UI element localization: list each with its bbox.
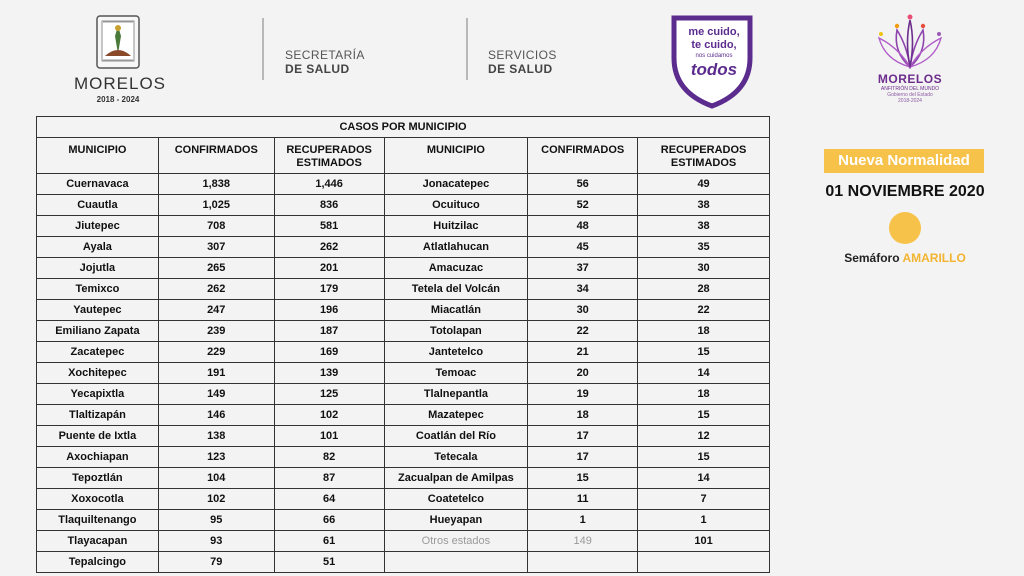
confirmados-cell: 149: [158, 384, 274, 405]
table-row: [37, 489, 770, 510]
table-row: [37, 363, 770, 384]
municipio-cell: Atlatlahucan: [384, 237, 528, 258]
gob-sub1: ANFITRIÓN DEL MUNDO: [880, 86, 940, 92]
column-header: MUNICIPIO: [37, 138, 159, 174]
column-header: CONFIRMADOS: [158, 138, 274, 174]
municipio-cell: Tlaltizapán: [37, 405, 159, 426]
nueva-normalidad-badge: Nueva Normalidad: [824, 149, 984, 173]
recuperados-cell: 18: [638, 321, 770, 342]
table-row: [37, 447, 770, 468]
recuperados-cell: 14: [638, 363, 770, 384]
morelos-state-logo: [74, 14, 167, 104]
recuperados-cell: 101: [638, 531, 770, 552]
recuperados-cell: 187: [274, 321, 384, 342]
confirmados-cell: 708: [158, 216, 274, 237]
divider: [262, 18, 264, 80]
municipio-cell: Coatetelco: [384, 489, 528, 510]
municipio-cell: Tepalcingo: [37, 552, 159, 573]
recuperados-cell: 18: [638, 384, 770, 405]
confirmados-cell: 229: [158, 342, 274, 363]
table-row: [37, 426, 770, 447]
confirmados-cell: 93: [158, 531, 274, 552]
table-row: [37, 279, 770, 300]
confirmados-cell: 191: [158, 363, 274, 384]
recuperados-cell: 169: [274, 342, 384, 363]
municipio-cell: Huitzilac: [384, 216, 528, 237]
recuperados-cell: 15: [638, 342, 770, 363]
municipio-cell: Axochiapan: [37, 447, 159, 468]
municipio-cell: Jiutepec: [37, 216, 159, 237]
municipio-cell: Coatlán del Río: [384, 426, 528, 447]
confirmados-cell: 262: [158, 279, 274, 300]
municipio-cell: Puente de Ixtla: [37, 426, 159, 447]
recuperados-cell: 201: [274, 258, 384, 279]
recuperados-cell: 64: [274, 489, 384, 510]
recuperados-cell: 28: [638, 279, 770, 300]
recuperados-cell: 581: [274, 216, 384, 237]
table-row: [37, 300, 770, 321]
header: [0, 0, 1024, 112]
dept1-line2: DE SALUD: [285, 62, 350, 76]
gob-sub2: Gobierno del Estado: [887, 92, 933, 98]
confirmados-cell: 37: [528, 258, 638, 279]
recuperados-cell: 836: [274, 195, 384, 216]
confirmados-cell: 19: [528, 384, 638, 405]
municipio-cell: Mazatepec: [384, 405, 528, 426]
table-row: [37, 195, 770, 216]
table-row: [37, 237, 770, 258]
recuperados-cell: 15: [638, 405, 770, 426]
confirmados-cell: 146: [158, 405, 274, 426]
gob-wordmark: MORELOS: [877, 72, 943, 86]
confirmados-cell: 56: [528, 174, 638, 195]
semaforo-light-icon: [889, 212, 921, 244]
municipio-cell: Cuernavaca: [37, 174, 159, 195]
table-header-row: [37, 138, 770, 174]
recuperados-cell: 87: [274, 468, 384, 489]
confirmados-cell: 79: [158, 552, 274, 573]
table-row: [37, 384, 770, 405]
recuperados-cell: 14: [638, 468, 770, 489]
table-row: [37, 174, 770, 195]
confirmados-cell: [528, 552, 638, 573]
confirmados-cell: 34: [528, 279, 638, 300]
recuperados-cell: 12: [638, 426, 770, 447]
recuperados-cell: 179: [274, 279, 384, 300]
column-header: MUNICIPIO: [384, 138, 528, 174]
table-row: [37, 552, 770, 573]
recuperados-cell: [638, 552, 770, 573]
municipio-cell: Cuautla: [37, 195, 159, 216]
confirmados-cell: 18: [528, 405, 638, 426]
municipio-cell: Xochitepec: [37, 363, 159, 384]
table-row: [37, 258, 770, 279]
coat-of-arms-icon: [95, 14, 141, 70]
confirmados-cell: 45: [528, 237, 638, 258]
column-header: RECUPERADOS ESTIMADOS: [274, 138, 384, 174]
table-row: [37, 531, 770, 552]
municipio-cell: Ayala: [37, 237, 159, 258]
confirmados-cell: 102: [158, 489, 274, 510]
municipio-cell: Tetecala: [384, 447, 528, 468]
report-date: 01 NOVIEMBRE 2020: [825, 183, 985, 200]
recuperados-cell: 22: [638, 300, 770, 321]
municipio-cell: Tlaquiltenango: [37, 510, 159, 531]
recuperados-cell: 1,446: [274, 174, 384, 195]
table-row: [37, 216, 770, 237]
table-row: [37, 342, 770, 363]
confirmados-cell: 48: [528, 216, 638, 237]
recuperados-cell: 196: [274, 300, 384, 321]
municipio-cell: Temoac: [384, 363, 528, 384]
semaforo-status: [814, 251, 996, 265]
municipio-cell: Temixco: [37, 279, 159, 300]
confirmados-cell: 22: [528, 321, 638, 342]
badge-line2: te cuido,: [691, 39, 737, 51]
recuperados-cell: 125: [274, 384, 384, 405]
municipio-cell: Ocuituco: [384, 195, 528, 216]
morelos-wordmark: MORELOS: [74, 74, 167, 93]
municipio-cell: Jantetelco: [384, 342, 528, 363]
confirmados-cell: 1,025: [158, 195, 274, 216]
recuperados-cell: 1: [638, 510, 770, 531]
recuperados-cell: 262: [274, 237, 384, 258]
confirmados-cell: 20: [528, 363, 638, 384]
semaforo-value: AMARILLO: [902, 251, 966, 265]
municipio-cell: Amacuzac: [384, 258, 528, 279]
municipio-cell: Tlalnepantla: [384, 384, 528, 405]
confirmados-cell: 1: [528, 510, 638, 531]
confirmados-cell: 138: [158, 426, 274, 447]
table-row: [37, 405, 770, 426]
me-cuido-badge: [668, 14, 756, 110]
municipio-cell: Yecapixtla: [37, 384, 159, 405]
recuperados-cell: 49: [638, 174, 770, 195]
municipio-cell: Hueyapan: [384, 510, 528, 531]
municipio-cell: Zacualpan de Amilpas: [384, 468, 528, 489]
confirmados-cell: 149: [528, 531, 638, 552]
confirmados-cell: 15: [528, 468, 638, 489]
recuperados-cell: 102: [274, 405, 384, 426]
table-row: [37, 321, 770, 342]
municipio-cell: Xoxocotla: [37, 489, 159, 510]
confirmados-cell: 11: [528, 489, 638, 510]
table-row: [37, 468, 770, 489]
recuperados-cell: 15: [638, 447, 770, 468]
confirmados-cell: 1,838: [158, 174, 274, 195]
municipio-cell: [384, 552, 528, 573]
confirmados-cell: 30: [528, 300, 638, 321]
confirmados-cell: 123: [158, 447, 274, 468]
recuperados-cell: 30: [638, 258, 770, 279]
recuperados-cell: 38: [638, 195, 770, 216]
gob-sub3: 2018-2024: [898, 98, 922, 104]
recuperados-cell: 66: [274, 510, 384, 531]
confirmados-cell: 21: [528, 342, 638, 363]
recuperados-cell: 7: [638, 489, 770, 510]
confirmados-cell: 247: [158, 300, 274, 321]
municipio-cell: Yautepec: [37, 300, 159, 321]
gobierno-morelos-logo: [862, 12, 958, 104]
recuperados-cell: 61: [274, 531, 384, 552]
municipio-cell: Totolapan: [384, 321, 528, 342]
dept2-line1: SERVICIOS: [488, 48, 557, 62]
municipio-cell: Miacatlán: [384, 300, 528, 321]
municipio-cell: Otros estados: [384, 531, 528, 552]
municipio-cell: Zacatepec: [37, 342, 159, 363]
column-header: RECUPERADOS ESTIMADOS: [638, 138, 770, 174]
table-row: [37, 510, 770, 531]
municipio-cell: Tepoztlán: [37, 468, 159, 489]
recuperados-cell: 101: [274, 426, 384, 447]
table-title: CASOS POR MUNICIPIO: [37, 117, 770, 138]
servicios-de-salud: [488, 48, 557, 76]
confirmados-cell: 265: [158, 258, 274, 279]
confirmados-cell: 17: [528, 447, 638, 468]
dept2-line2: DE SALUD: [488, 62, 553, 76]
confirmados-cell: 239: [158, 321, 274, 342]
municipio-cell: Tlayacapan: [37, 531, 159, 552]
badge-line4: todos: [690, 60, 738, 79]
municipio-cell: Tetela del Volcán: [384, 279, 528, 300]
recuperados-cell: 82: [274, 447, 384, 468]
confirmados-cell: 52: [528, 195, 638, 216]
municipio-cell: Emiliano Zapata: [37, 321, 159, 342]
badge-line3: nos cuidamos: [695, 53, 733, 59]
cases-table: [36, 116, 770, 573]
divider: [466, 18, 468, 80]
confirmados-cell: 307: [158, 237, 274, 258]
recuperados-cell: 51: [274, 552, 384, 573]
morelos-years: 2018 - 2024: [96, 95, 140, 104]
municipio-cell: Jojutla: [37, 258, 159, 279]
dept1-line1: SECRETARÍA: [285, 48, 365, 62]
confirmados-cell: 104: [158, 468, 274, 489]
flower-logo-icon: [873, 12, 947, 72]
semaforo-label: Semáforo: [844, 251, 900, 265]
recuperados-cell: 35: [638, 237, 770, 258]
recuperados-cell: 139: [274, 363, 384, 384]
column-header: CONFIRMADOS: [528, 138, 638, 174]
municipio-cell: Jonacatepec: [384, 174, 528, 195]
confirmados-cell: 95: [158, 510, 274, 531]
recuperados-cell: 38: [638, 216, 770, 237]
confirmados-cell: 17: [528, 426, 638, 447]
badge-line1: me cuido,: [688, 26, 740, 38]
secretaria-de-salud: [285, 48, 365, 76]
